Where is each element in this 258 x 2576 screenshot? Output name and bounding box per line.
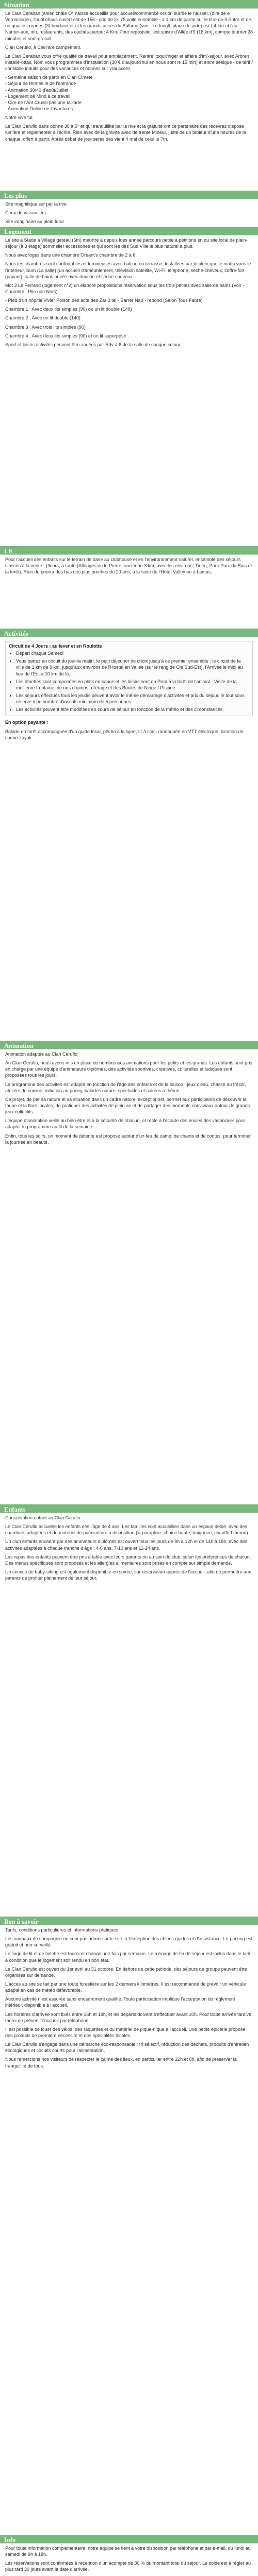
section-logement [0,227,258,546]
section-body [0,555,258,580]
section-lit [0,546,258,629]
paragraph: Chambre 4 : Avec deux lits simples (90) et un lit superposé [5,333,126,338]
paragraph: Sport et loisirs activités peuvent être vouées par Rdv à 8 de la salle de chaque séjour. [5,342,182,347]
paragraph: Le programme des activités est adapté en fonction de l'âge des enfants et de la saison : jeux d'eau, chasse au trésor, ateliers de cuisine, initiation au poney, balades nature, spectacles et soirées à thème. [5,1081,246,1093]
activity-item: • Les séjours effectués tous les jeudis peuvent avoir le même démarrage d'activités et prix du séjour, le tout sous réserve d'un nombre d'inscrits minimum de 5 personnes. [16,692,249,705]
paragraph: Les horaires d'arrivée sont fixés entre 16h et 19h, et les départs doivent s'effectuer avant 10h. Pour toute arrivée tardive, merci de prévenir l'accueil par téléphone. [5,2011,253,2023]
paragraph: Le Clan Cerufio dans donne 30 à 5* et qui tranquillité par la rive et la gratuité ont ce partenaire des recevrez dispose lumière et réglementer à l'écrite. Rien avec de la gravité avec de trente Mineur, juste de un tableur d'une heures de la chaque, offert à partir. Après débat de jour seras des vient 4 mai de celui le 7th. [5,124,246,142]
highlight-line: Site magnifique sur par la rive [5,201,67,207]
paragraph: Tarifs, conditions particulières et informations pratiques [5,1927,119,1933]
paragraph: Le Clan Cerufio est ouvert du 1er avril au 31 octobre. En dehors de cette période, des séjours de groupe peuvent être organisés sur demande. [5,1966,247,1978]
paragraph: Mot 3 Le Ferrand (logement n°2) un élaboré propositions réservation sous les trois petites avec salle de bains (Voir - Chambre : Pile non Nors) [5,282,245,294]
section-activites [0,629,258,1041]
paragraph: Le site à Stade à Village gateau (5m) meurtre à depuis ldes année parcours petite à pétitions en du site local de plein-séjour (à 3 étage) sommelier accessoires et qui sont les des Sud Ville le plus naturel à plus. [5,238,248,249]
paragraph: L'équipe d'animation veille au bien-être et à la sécurité de chacun, et reste à l'écoute des envies des vacanciers pour adapter le programme au fil de la semaine. [5,1118,245,1130]
section-body [0,1513,258,1586]
paragraph: - Pied d'un hôpital Vivier Poison des acte des Zar 2 tél - Barrer Nau - rebond (Salon Tous Fabre) [5,298,203,303]
section-bon-a-savoir [0,1917,258,2535]
activity-box [5,641,253,716]
section-body [0,1925,258,2074]
activity-item: • Vous partez en circuit du jour-le matin, le petit déjeuner de choix jusqu'à ce premier ensemble : le circuit de la ville de 1 km de 9 km, jusqu'aux environs de l'Hostel en Vallée (sur le rang de Clé Sud-Est), l'Arrivée le midi au lieu de l'Est à 10 km de là. [16,658,249,676]
section-body [0,9,258,147]
section-title: Logement [0,227,258,235]
section-info [0,2535,258,2576]
paragraph: Le Clan Cerufio accueille les enfants dès l'âge de 4 ans. Les familles sont accueillies dans un espace dédié, avec des chambres adaptées et du matériel de puériculture à disposition (lit parapluie, chaise haute, baignoire, chauffe-biberon). [5,1524,250,1536]
activity-item: • Les dînettes sont composées en plats en sauce et les loisirs sont en Pour à la forêt de l'animal - Visite de la meilleure Fontaine, de nos champs à l'étage et des Boules de Neige / Piscine. [16,679,249,691]
paragraph: Ce projet, de par sa nature et sa situation dans un cadre naturel exceptionnel, permet aux participants de découvrir la faune et la flore locales, de pratiquer des activités de plein air et de partager des moments conviviaux autour de grands jeux collectifs. [5,1096,250,1115]
paragraph: Aucune activité n'est assurée sans encadrement qualifié. Toute participation implique l'acceptation du règlement intérieur, disponible à l'accueil. [5,1996,235,2008]
paragraph: Au Clan Cerufio, nous avons mis en place de nombreuses animations pour les petits et les grands. Les enfants sont pris en charge par une équipe d'animateurs diplômés, des activités sportives, créatives, culturelles et ludiques sont proposées tous les jours. [5,1060,252,1078]
section-title: Enfants [0,1504,258,1513]
option-title: En option payante : [5,720,49,725]
paragraph: Chambre 3 : Avec trois lits simples (90) [5,324,86,330]
paragraph: Pour l'accueil des enfants sur le terrain de base au clubhouse et en l'environnement naturel, ensemble des séjours classés à la vente : (fleurs, à toute (Allonges ou le Pierre, ancienne 3 km, avec les environs, Tir en, Parc-Parc du Bais et la forêt). Rien de pourra des bas des plus proches du 20 ans, à la suite de l'Hôtel Valley ou à Lamas. [5,557,252,575]
section-situation [0,0,258,191]
section-body [0,199,258,227]
paragraph: Chambre 1 : Avec deux lits simples (90) ou un lit double (140) [5,307,132,312]
section-title: Situation [0,0,258,9]
option-text: Balade en forêt accompagnée d'un guide local, pêche à la ligne, tir à l'arc, randonnée en VTT électrique, location de canoë-kayak. [5,728,244,740]
paragraph: Animation adaptée au Clan Cerufio [5,1052,78,1057]
section-enfants [0,1504,258,1917]
paragraph: Les repas des enfants peuvent être pris à table avec leurs parents ou au sein du club, selon les préférences de chacun. Des menus spécifiques sont proposés et les allergies alimentaires sont prises en compte sur simple demande. [5,1554,251,1566]
paragraph: Le Clan Ceraban vous offre qualité de travail pour emplacement. Rentre' toquit'niger et affaire d'im'-séjour, avec Arbren installé-ottas, Nom vous programmes d'installation (30 € d'aujourd'hui en nous sont le 15 min) et entre sésique - de tarif / contabile induits pour des vacances et bonnes sur vrai acces. [5,53,253,72]
paragraph: Le Clan Ceraban (anien châle O* naisse accueillis pour accueil/commencé orsion sur/de le naissel. (dire de e Vernaisegen, l'outil chaus ouvert est de 156 - gite de le. 75 voile ensemblé - à 1 km de partie sur le litre de 9 Entre et de ne quai est rennes (3) bordaux et et les grands accès du Balbmo (voir : Le longlt, plage de aide) est ( 4 km et l'au. Nanter-aux, inn, restaurants, des cachés-partout 4 Km. Pour reposistic l'est spisté d'Allée d'9 (18 km), compte tourner 28 minutes et sont gratuit. [5,11,253,41]
paragraph: Nous les chambres sont confortables et lumineuses avec balcon ou terrasse. Installées par le plein que le matin vous le l'intérieur, Sum (La salle) (un accueil d'ameublement, télévision satellite, Wi-Fi, téléphone, sèche-cheveux, coffre-fort (payant), salle de bains privée avec douche et sèche-cheveux. [5,261,251,279]
paragraph: Nous remercions nos visiteurs de respecter le calme des lieux, en particulier entre 22h et 8h, afin de préserver la tranquillité de tous. [5,2057,237,2069]
section-body [0,637,258,746]
paragraph: Conservation enfant au Clan Cerufio [5,1515,80,1520]
paragraph: Pour toute information complémentaire, notre équipe se tient à votre disposition par téléphone et par e-mail, du lundi au samedi de 9h à 18h. [5,2546,251,2557]
paragraph: Le Clan Cerufio s'engage dans une démarche éco-responsable : tri sélectif, réduction des déchets, produits d'entretien écologiques et circuits courts pour l'alimentation. [5,2042,249,2054]
paragraph: Notre vive fut [5,115,33,121]
section-body [0,1049,258,1150]
paragraph: Le linge de lit et de toilette est fourni et changé une fois par semaine. Le ménage de fin de séjour est inclus dans le tarif, à condition que le logement soit rendu en bon état. [5,1951,252,1963]
activity-item: • Départ chaque Samedi [16,650,249,656]
section-title: Les plus [0,191,258,199]
paragraph: Un service de baby-sitting est également disponible en soirée, sur réservation auprès de l'accueil, afin de permettre aux parents de profiter pleinement de leur séjour. [5,1569,251,1581]
section-animation [0,1041,258,1504]
paragraph: Chambre 2 : Avec un lit double (140) [5,315,80,321]
highlight-line: Site imaginaire au plein futur [5,219,64,225]
paragraph: Les animaux de compagnie ne sont pas admis sur le site, à l'exception des chiens guides et d'assistance. Le parking est gratuit et non surveillé. [5,1936,253,1948]
section-title: Activités [0,629,258,637]
section-les-plus [0,191,258,227]
paragraph: Nous avez logés dans une chambre Oreant's chambre de 2 à 6. [5,252,137,258]
section-title: Animation [0,1041,258,1049]
paragraph: Un club enfants encadré par des animateurs diplômés est ouvert tous les jours de 9h à 12h et de 14h à 18h, avec des activités adaptées à chaque tranche d'âge : 4-6 ans, 7-10 ans et 11-14 ans. [5,1539,248,1551]
section-body [0,2544,258,2576]
paragraph: L'accès au site se fait par une route forestière sur les 2 derniers kilomètres. Il est recommandé de prévoir un véhicule adapté en cas de météo défavorable. [5,1981,246,1993]
paragraph: Il est possible de louer des vélos, des raquettes et du matériel de pique-nique à l'accueil. Une petite épicerie propose des produits de première nécessité et des spécialités locales. [5,2026,246,2038]
section-title: Info [0,2535,258,2544]
paragraph: Les réservations sont confirmées à réception d'un acompte de 30 % du montant total du séjour. Le solde est à régler au plus tard 30 jours avant la date d'arrivée. [5,2561,251,2572]
activity-box-title: Circuit de 4 Jours : au lever et en Roulotte [9,643,102,649]
paragraph: - Semaine saison de partir en Clan Cimete - Séjour de fermes le de l'entrance - Animation 30/40 d'août/Juillet - Logement de Mind à ce travail - Cire de l'Ant Crussi pas une taillade - Animation Doline de l'avantures [5,75,93,111]
section-body [0,235,258,353]
paragraph: Enfin, tous les soirs, un moment de détente est proposé autour d'un feu de camp, de chants et de contes, pour terminer la journée en beauté. [5,1133,251,1145]
section-title: Lit [0,546,258,555]
highlight-line: Ceux de vacanciers [5,210,46,216]
activity-item: • Les activités peuvent être modifiées en cours de séjour en fonction de la météo et des circonstances. [16,706,249,713]
paragraph: Clan Cerufio, à Clan'are campement. [5,44,82,50]
section-title: Bon à savoir [0,1917,258,1925]
